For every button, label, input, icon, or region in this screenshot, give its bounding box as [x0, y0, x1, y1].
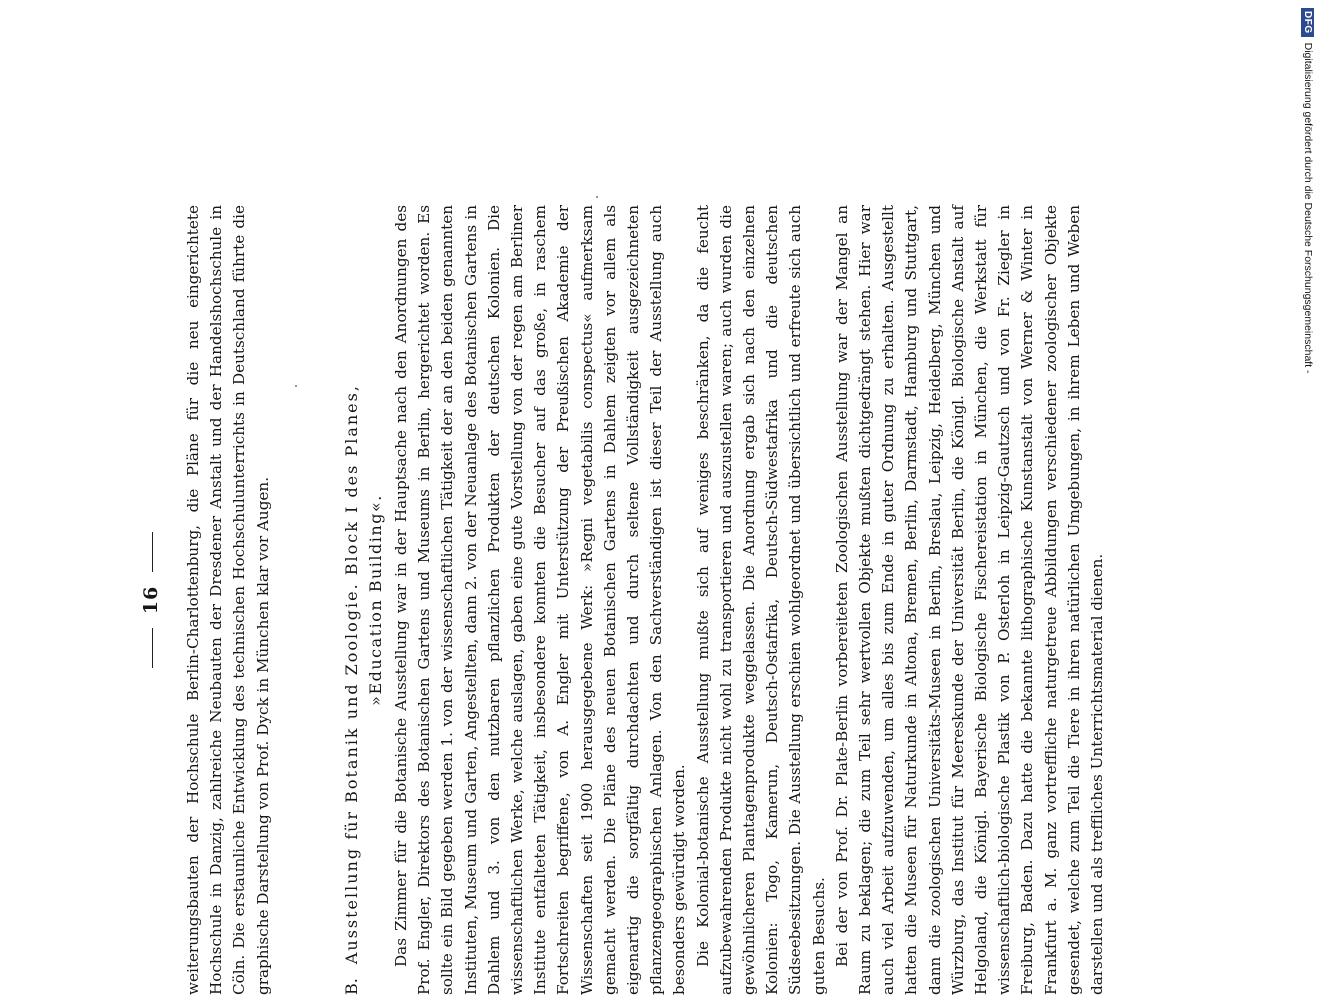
page-number: [140, 205, 166, 995]
paragraph-zoology: Bei der von Prof. Dr. Plate-Berlin vorbereiteten Zoologischen Ausstellung war der Mangel an Raum zu beklagen; die zum Teil sehr wertvollen Objekte mußten dichtgedrängt stehen. Hier war auch viel Arbeit aufzuwenden, um alles bis zum Ende in guter Ordnung zu erhalten. Ausgestellt hatten die Museen für Naturkunde in Altona, Bremen, Berlin, Darmstadt, Hamburg und Stuttgart, dann die zoologischen Universitäts-Museen in Berlin, Breslau, Leipzig, Heidelberg, München und Würzburg, das Institut für Meereskunde der Universität Berlin, die Königl. Biologische Anstalt auf Helgoland, die Königl. Bayerische Biologische Fischereistation in München, die Werkstatt für wissenschaftlich-biologische Plastik von P. Osterloh in Leipzig-Gautzsch und von Fr. Ziegler in Freiburg, Baden. Dazu hatte die bekannte lithographische Kunstanstalt von Werner & Winter in Frankfurt a. M. ganz vortreffliche naturgetreue Abbildungen verschiedener zoologischer Objekte gesendet, welche zum Teil die Tiere in ihren natürlichen Umgebungen, in ihrem Leben und Weben darstellen und als treffliches Unterrichtsmaterial dienen.: [832, 205, 1107, 995]
section-heading: [340, 205, 364, 995]
credit-text: Digitalisierung gefördert durch die Deutsche Forschungsgemeinschaft -: [1302, 42, 1314, 374]
scan-speck: [295, 385, 297, 387]
page-number-value: 16: [140, 585, 162, 615]
intro-paragraph: [182, 205, 275, 995]
scan-speck: [596, 196, 598, 198]
digitization-credit: [1297, 8, 1324, 398]
credit-rotated: [1297, 8, 1319, 398]
paragraph-colonial-botany: Die Kolonial-botanische Ausstellung mußte sich auf weniges beschränken, da die feucht aufzubewahrenden Produkte nicht wohl zu transportieren und auszustellen waren; auch wurden die gewöhnlicheren Plantagenprodukte weggelassen. Die Anordnung ergab sich nach den einzelnen Kolonien: Togo, Kamerun, Deutsch-Ostafrika, Deutsch-Südwestafrika und die deutschen Südseebesitzungen. Die Ausstellung erschien wohlgeordnet und übersichtlich und erfreute sich auch guten Besuchs.: [693, 205, 828, 995]
paragraph-botany: Das Zimmer für die Botanische Ausstellung war in der Hauptsache nach den Anordnungen des Prof. Engler, Direktors des Botanischen Gartens und Museums in Berlin, hergerichtet worden. Es sollte ein Bild gegeben werden 1. von der wissenschaftlichen Tätigkeit der an den beiden genannten Instituten, Museum und Garten, Angestellten, dann 2. von der Neuanlage des Botanischen Gartens in Dahlem und 3. von den nutzbaren pflanzlichen Produkten der deutschen Kolonien. Die wissenschaftlichen Werke, welche auslagen, gaben eine gute Vorstellung von der regen am Berliner Institute entfalteten Tätigkeit, insbesondere konnten die Besucher auf das große, in raschem Fortschreiten begriffene, von A. Engler mit Unterstützung der Preußischen Akademie der Wissenschaften seit 1900 herausgegebene Werk: »Regni vegetabilis conspectus« aufmerksam gemacht werden. Die Pläne des neuen Botanischen Gartens in Dahlem zeigten vor allem als eigenartig die sorgfältig durchdachten und durch seltene Vollständigkeit ausgezeichneten pflanzengeographischen Anlagen. Von den Sachverständigen ist dieser Teil der Ausstellung auch besonders gewürdigt worden.: [392, 205, 689, 995]
page-number-dash-left: [152, 628, 153, 668]
rotated-page-content: [140, 205, 1200, 995]
dfg-logo: DFG: [1302, 8, 1315, 37]
section-b: [340, 205, 1109, 995]
section-label: B.: [342, 978, 361, 995]
page-number-dash-right: [152, 532, 153, 572]
section-subtitle: »Education Building«.: [366, 494, 385, 706]
section-title: Ausstellung für Botanik und Zoologie. Block I des Planes,: [342, 384, 361, 965]
intro-text: weiterungsbauten der Hochschule Berlin-Charlottenburg, die Pläne für die neu eingerichtete Hochschule in Danzig, zahlreiche Neubauten der Dresdener Anstalt und der Handelshochschule in Cöln. Die erstaunliche Entwicklung des technischen Hochschulunterrichts in Deutschland führte die graphische Darstellung von Prof. Dyck in München klar vor Augen.: [184, 205, 272, 995]
